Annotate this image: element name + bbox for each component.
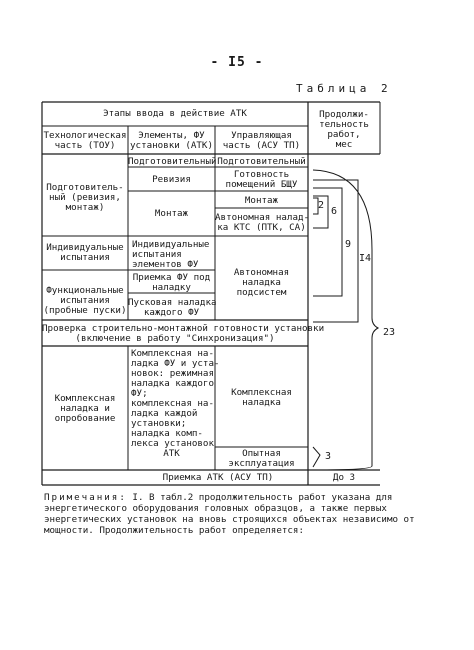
- revision: Ревизия: [152, 174, 191, 185]
- col-control-header-2: часть (АСУ ТП): [222, 140, 301, 151]
- complex-el-7: ладка каждой: [131, 408, 198, 419]
- duration-header-4: мес: [335, 139, 353, 150]
- complex-el-5: ФУ;: [131, 388, 148, 399]
- complex-el-4: наладка каждого: [131, 378, 214, 389]
- duration-23: 23: [383, 327, 396, 338]
- table-label: Таблица 2: [296, 82, 392, 95]
- autonomous-2: ка КТС (ПТК, СА): [217, 222, 306, 233]
- autonomous-sub-2: наладка: [242, 277, 281, 288]
- autonomous-1: Автономная налад-: [215, 212, 310, 223]
- prep-control: Подготовительный: [217, 156, 306, 167]
- acceptance-duration: До 3: [332, 472, 356, 483]
- indiv-elements-2: испытания: [132, 249, 182, 260]
- page-number: - I5 -: [210, 55, 264, 70]
- duration-9: 9: [345, 239, 352, 250]
- pilot-2: эксплуатация: [228, 458, 295, 469]
- pilot-1: Опытная: [242, 448, 281, 459]
- col-tech-header-2: часть (ТОУ): [54, 140, 116, 151]
- complex-el-11: АТК: [163, 448, 180, 459]
- duration-header-3: работ,: [327, 129, 361, 140]
- readiness-2: помещений БЩУ: [225, 179, 298, 190]
- complex-el-9: наладка комп-: [131, 428, 203, 439]
- func-tech-1: Функциональные: [46, 285, 124, 296]
- autonomous-sub-1: Автономная: [233, 267, 290, 278]
- indiv-tech-2: испытания: [60, 252, 110, 263]
- mount-control: Монтаж: [244, 195, 279, 206]
- duration-3: 3: [325, 451, 332, 462]
- accept-fu-1: Приемка ФУ под: [132, 272, 211, 283]
- col-elements-header-1: Элементы, ФУ: [138, 130, 205, 141]
- func-tech-3: (пробные пуски): [43, 305, 127, 316]
- startup-1: Пусковая наладка: [128, 297, 217, 308]
- prep-tech-2: ный (ревизия,: [49, 192, 121, 203]
- footnote-lead: Примечания:: [44, 492, 127, 503]
- mount-elements: Монтаж: [154, 208, 189, 219]
- prep-elements: Подготовительный: [128, 156, 217, 167]
- accept-fu-2: наладку: [152, 282, 191, 293]
- readiness-1: Готовность: [233, 169, 290, 180]
- col-control-header-1: Управляющая: [231, 130, 292, 141]
- complex-el-8: установки;: [131, 418, 187, 429]
- complex-el-10: лекса установок: [131, 438, 214, 449]
- complex-tech-2: наладка и: [60, 403, 110, 414]
- stages-title: Этапы ввода в действие АТК: [103, 108, 247, 119]
- col-elements-header-2: установки (АТК): [130, 140, 213, 151]
- duration-2: 2: [318, 200, 325, 211]
- complex-control-1: Комплексная: [231, 387, 292, 398]
- acceptance: Приемка АТК (АСУ ТП): [162, 472, 274, 483]
- duration-6: 6: [331, 206, 338, 217]
- duration-header-2: тельность: [319, 119, 369, 130]
- col-tech-header-1: Технологическая: [43, 130, 127, 141]
- complex-tech-3: опробование: [54, 413, 116, 424]
- indiv-elements-1: Индивидуальные: [132, 239, 210, 250]
- complex-el-2: ладка ФУ и уста-: [131, 358, 220, 369]
- indiv-tech-1: Индивидуальные: [46, 242, 124, 253]
- autonomous-sub-3: подсистем: [236, 287, 287, 298]
- duration-14: I4: [359, 253, 372, 264]
- complex-el-6: комплексная на-: [131, 398, 214, 409]
- complex-tech-1: Комплексная: [54, 393, 116, 404]
- func-tech-2: испытания: [60, 295, 110, 306]
- indiv-elements-3: элементов ФУ: [132, 259, 199, 270]
- duration-header-1: Продолжи-: [319, 109, 369, 120]
- footnote-text: I. В табл.2 продолжительность работ указана для энергетического оборудования головных образцов, а также первых энергетических установок на вновь строящихся объектах независимо от мощности. Продолжительность работ определяется:: [44, 492, 415, 536]
- footnote: [44, 492, 434, 536]
- prep-tech-1: Подготовитель-: [46, 182, 124, 193]
- check-row-1: Проверка строительно-монтажной готовности установки: [42, 323, 325, 334]
- startup-2: каждого ФУ: [143, 307, 200, 318]
- complex-el-1: Комплексная на-: [131, 348, 214, 359]
- complex-control-2: наладка: [242, 397, 281, 408]
- complex-el-3: новок: режимная: [131, 368, 214, 379]
- prep-tech-3: монтаж): [65, 202, 105, 213]
- check-row-2: (включение в работу "Синхронизация"): [75, 333, 275, 344]
